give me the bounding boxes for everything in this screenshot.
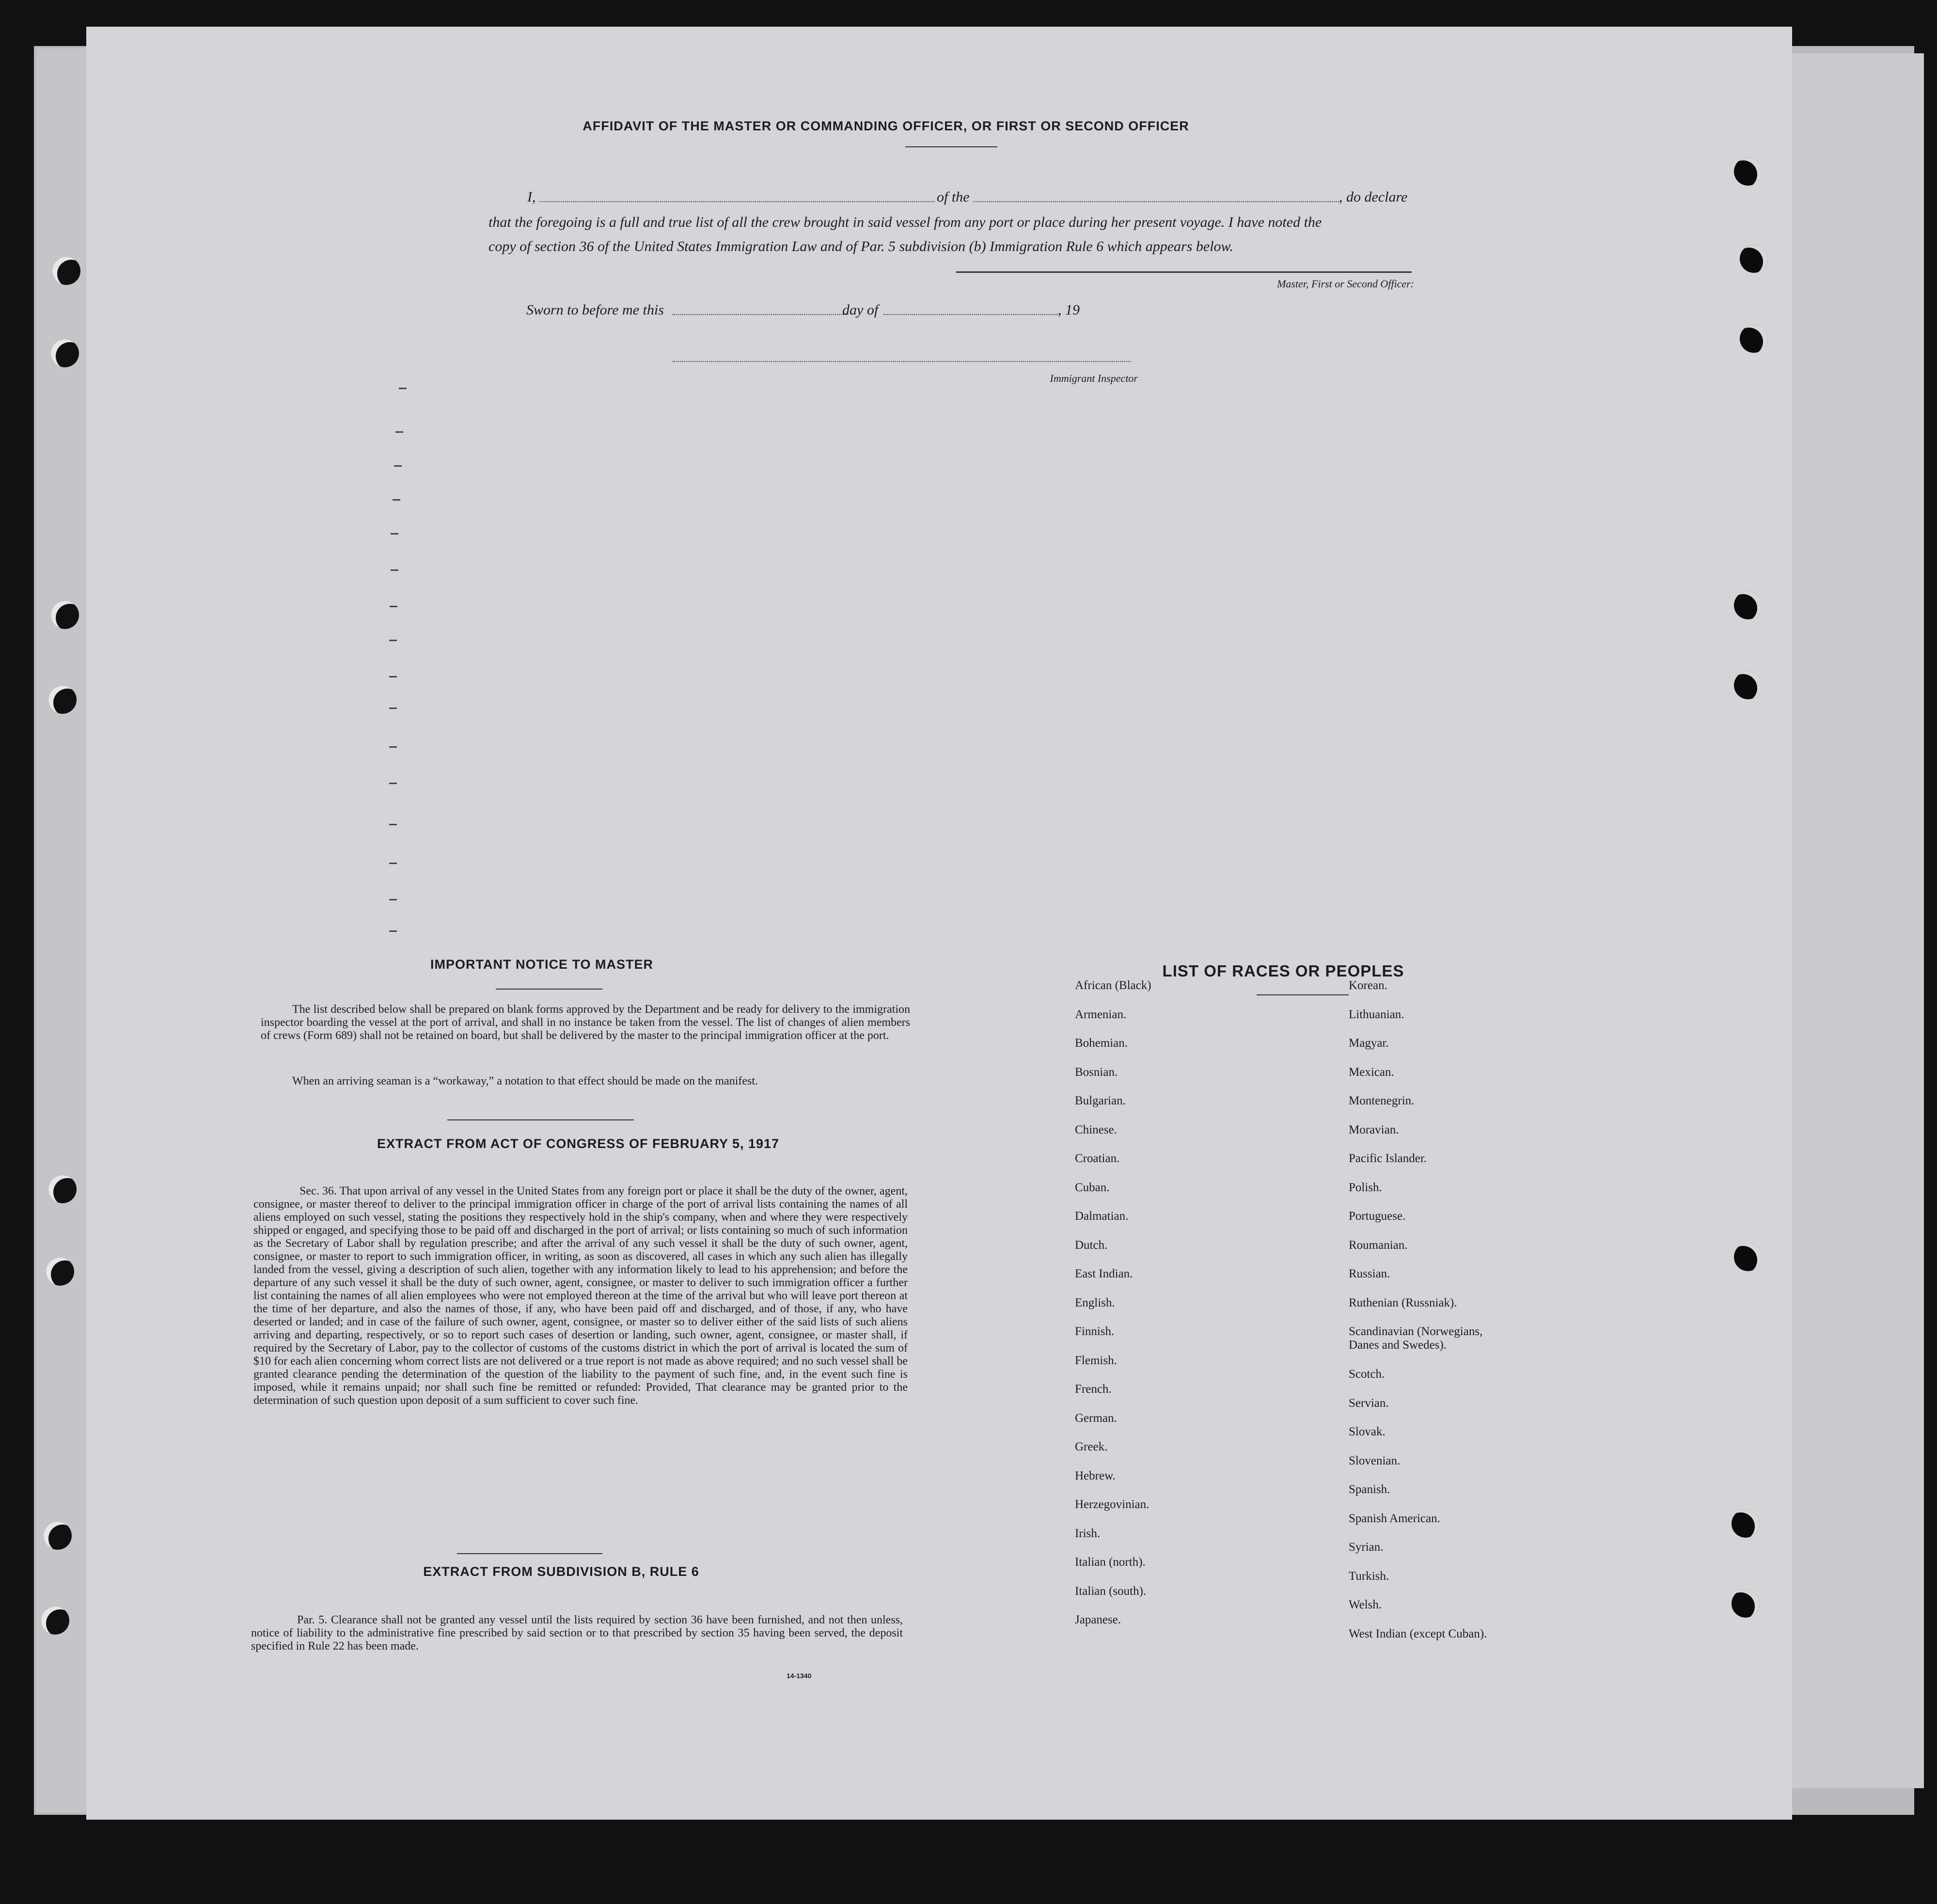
race-item: Pacific Islander. bbox=[1349, 1152, 1427, 1165]
binder-hole bbox=[1732, 1510, 1760, 1538]
master-signature-caption: Master, First or Second Officer: bbox=[1277, 278, 1414, 290]
binder-hole bbox=[1734, 157, 1762, 186]
race-item: Turkish. bbox=[1349, 1569, 1389, 1583]
inspector-signature-line[interactable] bbox=[673, 361, 1131, 362]
race-item: Moravian. bbox=[1349, 1123, 1399, 1136]
race-item: Dutch. bbox=[1075, 1238, 1108, 1252]
race-item: Montenegrin. bbox=[1349, 1094, 1415, 1107]
race-item: Polish. bbox=[1349, 1180, 1382, 1194]
races-title: LIST OF RACES OR PEOPLES bbox=[1162, 962, 1404, 980]
race-item: English. bbox=[1075, 1296, 1115, 1309]
binder-hole bbox=[1734, 671, 1762, 699]
race-item: Bosnian. bbox=[1075, 1065, 1118, 1079]
binder-hole bbox=[51, 339, 79, 367]
race-item: Spanish American. bbox=[1349, 1511, 1440, 1525]
race-item: Lithuanian. bbox=[1349, 1007, 1404, 1021]
binder-hole bbox=[1740, 245, 1768, 273]
binder-hole bbox=[44, 1522, 72, 1550]
margin-tick bbox=[389, 708, 397, 709]
binder-hole bbox=[1740, 325, 1768, 353]
race-item: Servian. bbox=[1349, 1396, 1389, 1410]
rule-extract-text: Par. 5. Clearance shall not be granted any vessel until the lists required by section 36 have been furnished, and not then unless, notice of liability to the administrative fine prescribed by said section or to that prescribed by section 35 having been served, the deposit specified in Rule 22 has been made. bbox=[251, 1614, 903, 1652]
race-item: Italian (north). bbox=[1075, 1556, 1146, 1569]
affidavit-i-label: I, bbox=[527, 189, 536, 205]
vessel-blank[interactable] bbox=[973, 201, 1339, 202]
notice-divider bbox=[447, 1119, 634, 1120]
margin-tick bbox=[389, 676, 397, 677]
binder-hole bbox=[46, 1258, 74, 1286]
affidavit-line-2: that the foregoing is a full and true list of all the crew brought in said vessel from any port or place during her present voyage. I have noted the bbox=[488, 214, 1322, 230]
race-item: Roumanian. bbox=[1349, 1238, 1408, 1252]
margin-tick bbox=[389, 930, 397, 932]
race-item: Spanish. bbox=[1349, 1483, 1390, 1496]
binder-hole bbox=[1732, 1589, 1760, 1618]
race-item: Bohemian. bbox=[1075, 1037, 1128, 1050]
notice-rule bbox=[496, 989, 602, 990]
title-rule bbox=[905, 146, 997, 147]
binder-hole bbox=[1734, 1243, 1762, 1271]
race-item: Russian. bbox=[1349, 1267, 1390, 1280]
binder-hole bbox=[52, 257, 80, 285]
margin-tick bbox=[391, 533, 398, 535]
race-item: Finnish. bbox=[1075, 1325, 1115, 1338]
race-item: Greek. bbox=[1075, 1440, 1108, 1453]
affidavit-line-3: copy of section 36 of the United States Immigration Law and of Par. 5 subdivision (b) Immigration Rule 6 which appears below. bbox=[488, 238, 1233, 254]
race-item: Herzegovinian. bbox=[1075, 1498, 1150, 1511]
race-item: Mexican. bbox=[1349, 1065, 1394, 1079]
margin-tick bbox=[389, 899, 397, 900]
race-item: Irish. bbox=[1075, 1526, 1101, 1540]
right-underlying-sheet bbox=[1769, 53, 1924, 1788]
race-item: Scandinavian (Norwegians, Danes and Swedes). bbox=[1349, 1325, 1483, 1352]
margin-tick bbox=[393, 499, 400, 501]
race-item: Flemish. bbox=[1075, 1353, 1117, 1367]
sworn-month-blank[interactable] bbox=[883, 314, 1058, 315]
race-item: German. bbox=[1075, 1411, 1117, 1425]
race-item: Portuguese. bbox=[1349, 1210, 1406, 1223]
form-number: 14-1340 bbox=[787, 1672, 812, 1680]
margin-tick bbox=[390, 606, 397, 607]
race-item: Dalmatian. bbox=[1075, 1210, 1129, 1223]
race-item: Korean. bbox=[1349, 979, 1387, 992]
act-divider bbox=[457, 1553, 602, 1554]
binder-hole bbox=[51, 601, 79, 629]
race-item: Slovak. bbox=[1349, 1425, 1386, 1438]
act-extract-title: EXTRACT FROM ACT OF CONGRESS OF FEBRUARY 5, 1917 bbox=[377, 1136, 780, 1151]
race-item: Croatian. bbox=[1075, 1152, 1120, 1165]
notice-paragraph-1: The list described below shall be prepared on blank forms approved by the Department and be ready for delivery to the immigration inspector boarding the vessel at the port of arrival, and shall in no instance be taken from the vessel. The list of changes of alien members of crews (Form 689) shall not be retained on board, but shall be delivered by the master to the principal immigration officer at the port. bbox=[261, 1003, 910, 1042]
binder-hole bbox=[48, 686, 77, 714]
race-item: African (Black) bbox=[1075, 979, 1151, 992]
margin-tick bbox=[399, 388, 407, 389]
sworn-day-blank[interactable] bbox=[673, 314, 847, 315]
binder-hole bbox=[1734, 591, 1762, 619]
race-item: Ruthenian (Russniak). bbox=[1349, 1296, 1457, 1309]
margin-tick bbox=[394, 465, 402, 467]
race-item: Japanese. bbox=[1075, 1613, 1121, 1626]
race-item: East Indian. bbox=[1075, 1267, 1133, 1280]
races-rule bbox=[1257, 994, 1349, 995]
race-item: Armenian. bbox=[1075, 1007, 1127, 1021]
margin-tick bbox=[389, 783, 397, 784]
margin-tick bbox=[391, 569, 398, 571]
race-item: Cuban. bbox=[1075, 1180, 1110, 1194]
race-item: West Indian (except Cuban). bbox=[1349, 1627, 1487, 1640]
notice-title: IMPORTANT NOTICE TO MASTER bbox=[430, 957, 653, 972]
inspector-caption: Immigrant Inspector bbox=[1050, 372, 1138, 384]
binder-hole bbox=[48, 1175, 77, 1203]
affidavit-title: AFFIDAVIT OF THE MASTER OR COMMANDING OFFICER, OR FIRST OR SECOND OFFICER bbox=[583, 119, 1189, 133]
race-item: Scotch. bbox=[1349, 1368, 1385, 1381]
race-item: Syrian. bbox=[1349, 1541, 1384, 1554]
act-extract-text: Sec. 36. That upon arrival of any vessel in the United States from any foreign port or place it shall be the duty of the owner, agent, consignee, or master thereof to deliver to the principal immigration officer in charge of the port of arrival lists containing the names of all aliens employed on such vessel, stating the positions they respectively hold in the ship's company, when and where they were respectively shipped or engaged, and specifying those to be paid off and discharged in the port of arrival; or lists containing so much of such information as the Secretary of Labor shall by regulation prescribe; and after the arrival of any such vessel it shall be the duty of such owner, agent, consignee, or master to report to such immigration officer, in writing, as soon as discovered, all cases in which any such alien has illegally landed from the vessel, giving a description of such alien, together with any information likely to lead to his apprehension; and before the departure of any such vessel it shall be the duty of such owner, agent, consignee, or master to deliver to such immigration officer a further list containing the names of all alien employees who were not employed thereon at the time of the arrival but who will leave port thereon at the time of her departure, and also the names of those, if any, who have been paid off and discharged, and of those, if any, who have deserted or landed; and in case of the failure of such owner, agent, consignee, or master so to deliver either of the said lists of such aliens arriving and departing, respectively, or so to report such cases of desertion or landing, such owner, agent, consignee, or master shall, if required by the Secretary of Labor, pay to the collector of customs of the customs district in which the port of arrival is located the sum of $10 for each alien concerning whom correct lists are not delivered or a true report is not made as above required; and no such vessel shall be granted clearance pending the determination of the question of the liability to the payment of such fine, and, in the event such fine is imposed, while it remains unpaid; nor shall such fine be remitted or refunded: Provided, That clearance may be granted prior to the determination of such question upon deposit of a sum sufficient to cover such fine. bbox=[253, 1185, 908, 1407]
rule-extract-title: EXTRACT FROM SUBDIVISION B, RULE 6 bbox=[423, 1564, 699, 1579]
margin-tick bbox=[389, 863, 397, 864]
signature-line[interactable] bbox=[956, 271, 1412, 273]
year-label: , 19 bbox=[1058, 302, 1080, 318]
day-of-label: day of bbox=[842, 302, 879, 318]
affidavit-of-the-label: of the bbox=[937, 189, 970, 205]
margin-tick bbox=[389, 640, 397, 641]
race-item: Magyar. bbox=[1349, 1037, 1389, 1050]
race-item: Bulgarian. bbox=[1075, 1094, 1126, 1107]
margin-tick bbox=[395, 431, 403, 433]
notice-paragraph-2: When an arriving seaman is a “workaway,” a notation to that effect should be made on the manifest. bbox=[292, 1075, 758, 1087]
sworn-label: Sworn to before me this bbox=[526, 302, 664, 318]
manifest-page bbox=[86, 27, 1792, 1820]
race-item: Slovenian. bbox=[1349, 1454, 1401, 1467]
race-item: Hebrew. bbox=[1075, 1469, 1116, 1482]
race-item: French. bbox=[1075, 1383, 1112, 1396]
race-item: Italian (south). bbox=[1075, 1584, 1147, 1598]
name-blank[interactable] bbox=[539, 201, 934, 202]
binder-hole bbox=[41, 1606, 69, 1635]
margin-tick bbox=[389, 824, 397, 825]
race-item: Welsh. bbox=[1349, 1598, 1382, 1611]
race-item: Chinese. bbox=[1075, 1123, 1117, 1136]
affidavit-declare-label: , do declare bbox=[1339, 189, 1408, 205]
margin-tick bbox=[389, 746, 397, 748]
